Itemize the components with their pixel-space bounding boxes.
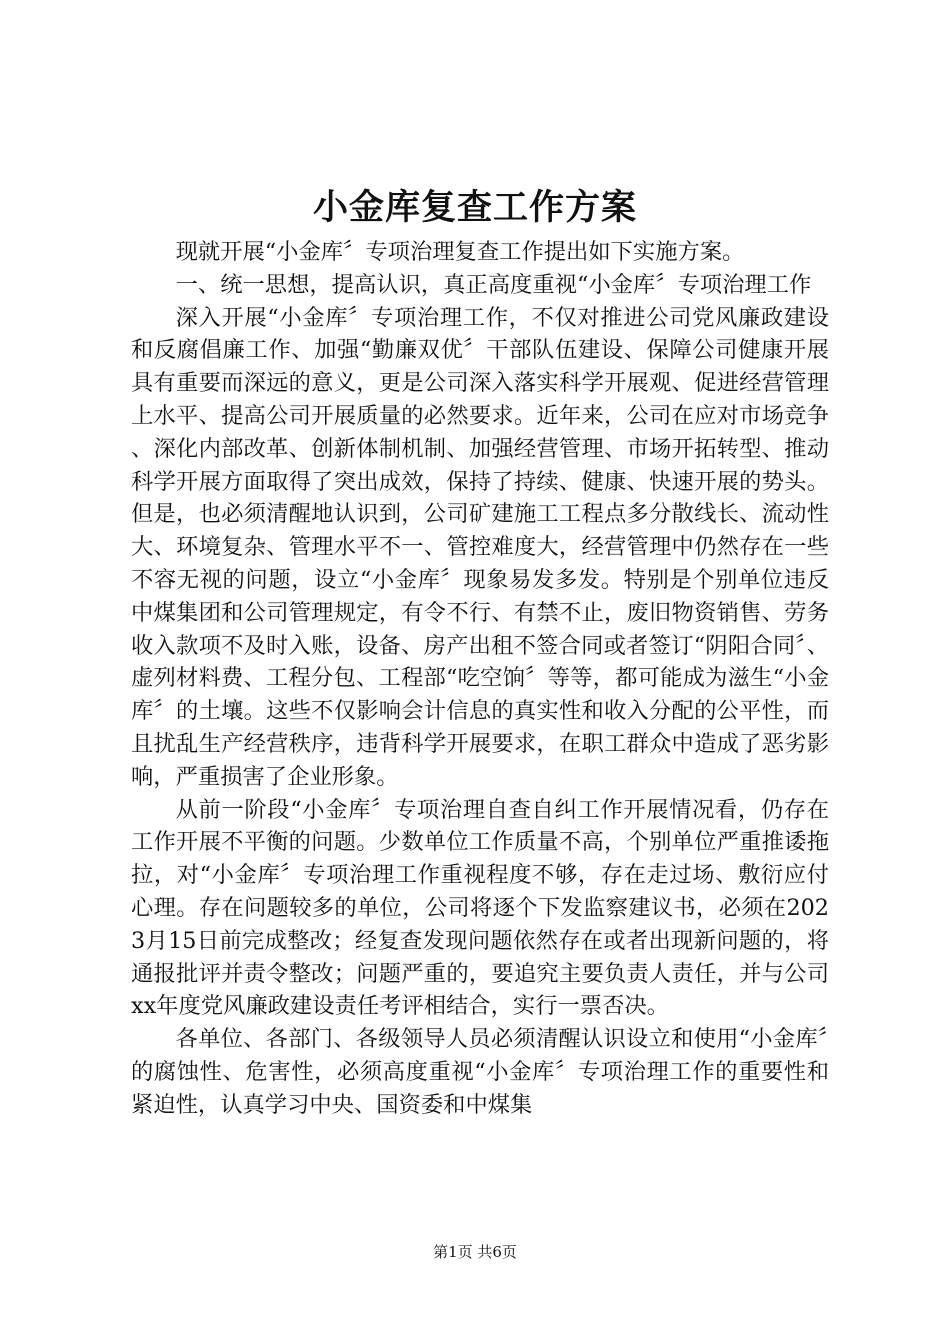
paragraph-self-check-status: 从前一阶段“小金库〞专项治理自查自纠工作开展情况看，仍存在工作开展不平衡的问题。少数单位工作质量不高，个别单位严重推诿拖拉，对“小金库〞专项治理工作重视程度不够，存在走过场、敷衍应付心理。存在问题较多的单位，公司将逐个下发监察建议书，必须在2023月15日前完成整改；经复查发现问题依然存在或者出现新问题的，将通报批评并责令整改；问题严重的，要追究主要负责人责任，并与公司xx年度党风廉政建设责任考评相结合，实行一票否决。 bbox=[131, 796, 829, 1020]
document-title: 小金库复查工作方案 bbox=[312, 187, 637, 228]
paragraph-intro: 现就开展“小金库〞专项治理复查工作提出如下实施方案。 bbox=[175, 239, 745, 265]
paragraph-section-heading: 一、统一思想，提高认识，真正高度重视“小金库〞专项治理工作 bbox=[175, 271, 812, 298]
document-body bbox=[131, 236, 829, 1122]
page-number-footer: 第1页 共6页 bbox=[433, 1243, 517, 1261]
paragraph-significance: 深入开展“小金库〞专项治理工作，不仅对推进公司党风廉政建设和反腐倡廉工作、加强“勤廉双优〞干部队伍建设、保障公司健康开展具有重要而深远的意义，更是公司深入落实科学开展观、促进经营管理上水平、提高公司开展质量的必然要求。近年来，公司在应对市场竞争、深化内部改革、创新体制机制、加强经营管理、市场开拓转型、推动科学开展方面取得了突出成效，保持了持续、健康、快速开展的势头。但是，也必须清醒地认识到，公司矿建施工工程点多分散线长、流动性大、环境复杂、管理水平不一、管控难度大，经营管理中仍然存在一些不容无视的问题，设立“小金库〞现象易发多发。特别是个别单位违反中煤集团和公司管理规定，有令不行、有禁不止，废旧物资销售、劳务收入款项不及时入账，设备、房产出租不签合同或者签订“阴阳合同〞、虚列材料费、工程分包、工程部“吃空饷〞等等，都可能成为滋生“小金库〞的土壤。这些不仅影响会计信息的真实性和收入分配的公平性，而且扰乱生产经营秩序，违背科学开展要求，在职工群众中造成了恶劣影响，严重损害了企业形象。 bbox=[131, 304, 829, 790]
paragraph-requirements: 各单位、各部门、各级领导人员必须清醒认识设立和使用“小金库〞的腐蚀性、危害性，必须高度重视“小金库〞专项治理工作的重要性和紧迫性，认真学习中央、国资委和中煤集 bbox=[131, 1026, 829, 1118]
